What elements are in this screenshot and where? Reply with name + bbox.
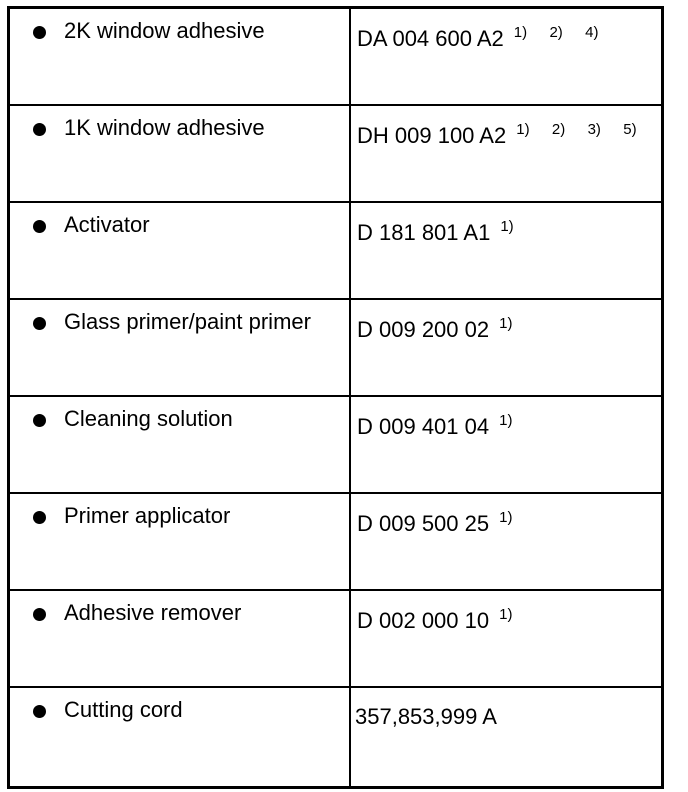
part-number-cell [351,397,661,492]
table-row [10,591,661,688]
part-number-line [355,697,507,731]
part-number-cell [351,494,661,589]
table-row [10,688,661,786]
item-name: Glass primer/paint primer [64,309,311,334]
footnote-refs: 1) 2) 3) 5) [516,121,637,138]
item-name: Cleaning solution [64,406,233,431]
part-number-line [357,504,512,538]
bullet-icon [33,414,46,427]
bullet-icon [33,220,46,233]
part-number-line [357,601,512,635]
footnote-refs: 1) [500,218,514,235]
part-number-line [357,116,637,150]
item-name-cell [10,106,349,201]
part-number-cell [351,300,661,395]
part-number-line [357,407,512,441]
footnote-refs: 1) [499,412,513,429]
bullet-icon [33,26,46,39]
table-row [10,106,661,203]
part-number-cell [351,106,661,201]
part-number-cell [351,688,661,786]
table-row [10,397,661,494]
part-number: DH 009 100 A2 [357,123,507,148]
bullet-icon [33,608,46,621]
part-number: 357,853,999 A [355,704,497,729]
item-name: Primer applicator [64,503,231,528]
bullet-icon [33,511,46,524]
part-number: DA 004 600 A2 [357,26,504,51]
part-number: D 009 200 02 [357,317,490,342]
item-name-cell [10,494,349,589]
table-row [10,9,661,106]
item-name: Cutting cord [64,697,183,722]
item-name-cell [10,9,349,104]
part-number: D 009 500 25 [357,511,490,536]
item-name: 1K window adhesive [64,115,265,140]
footnote-refs: 1) [499,509,513,526]
footnote-refs: 1) [499,606,513,623]
table-row [10,203,661,300]
item-name: 2K window adhesive [64,18,265,43]
item-name: Adhesive remover [64,600,242,625]
part-number-line [357,19,598,53]
part-number-cell [351,203,661,298]
part-number-cell [351,591,661,686]
table-row [10,494,661,591]
part-number: D 002 000 10 [357,608,490,633]
item-name-cell [10,300,349,395]
table-row [10,300,661,397]
parts-table [7,6,664,789]
part-number-line [357,213,514,247]
part-number: D 181 801 A1 [357,220,491,245]
item-name-cell [10,397,349,492]
footnote-refs: 1) [499,315,513,332]
item-name-cell [10,591,349,686]
bullet-icon [33,317,46,330]
item-name-cell [10,688,349,786]
item-name-cell [10,203,349,298]
part-number-cell [351,9,661,104]
part-number-line [357,310,512,344]
item-name: Activator [64,212,150,237]
footnote-refs: 1) 2) 4) [513,24,599,41]
bullet-icon [33,123,46,136]
bullet-icon [33,705,46,718]
part-number: D 009 401 04 [357,414,490,439]
